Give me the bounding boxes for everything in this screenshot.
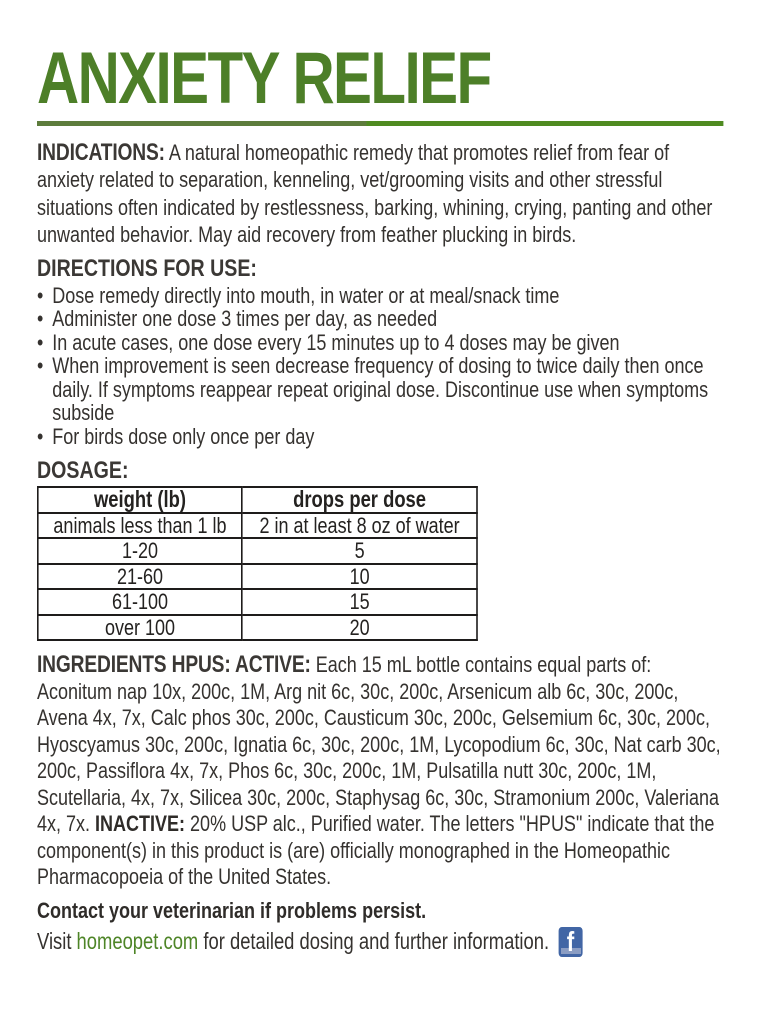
direction-item (37, 284, 723, 308)
direction-item (37, 307, 723, 331)
directions-list (37, 284, 723, 449)
indications-paragraph (37, 139, 723, 249)
direction-text: In acute cases, one dose every 15 minutes up to 4 doses may be given (52, 329, 620, 355)
homeopet-link[interactable]: homeopet.com (76, 927, 199, 954)
direction-item (37, 354, 723, 425)
direction-item (37, 425, 723, 449)
dosage-table (37, 486, 478, 641)
bullet-icon: • (37, 329, 44, 355)
bullet-icon: • (37, 353, 44, 378)
table-row (38, 513, 477, 539)
weight-cell: 1-20 (38, 538, 242, 564)
drops-cell: 10 (242, 564, 477, 590)
ingredients-inactive-text: 20% USP alc., Purified water. The letters "HPUS" indicate that the component(s) in this product is (are) officially monographed in the Homeopathic Pharmacopoeia of the United States. (37, 811, 715, 889)
weight-cell: 21-60 (38, 564, 242, 590)
direction-text: When improvement is seen decrease frequency of dosing to twice daily then once daily. If symptoms reappear repeat original dose. Discontinue use when symptoms subside (52, 353, 709, 425)
drops-cell: 20 (242, 615, 477, 641)
bullet-icon: • (37, 306, 44, 331)
dosage-heading: DOSAGE: (37, 457, 129, 484)
dosage-col-drops: drops per dose (242, 487, 477, 513)
indications-heading: INDICATIONS: (37, 138, 165, 166)
indications-text: A natural homeopathic remedy that promotes relief from fear of anxiety related to separation, kenneling, vet/grooming visits and other stressful situations often indicated by restlessness, barking, whining, crying, panting and other unwanted behavior. May aid recovery from feather plucking in birds. (37, 139, 713, 247)
directions-heading: DIRECTIONS FOR USE: (37, 254, 257, 282)
label-content (37, 0, 723, 957)
facebook-f-glyph: f (566, 926, 575, 957)
facebook-icon[interactable] (559, 927, 583, 957)
ingredients-heading: INGREDIENTS HPUS: ACTIVE: (37, 651, 311, 678)
weight-cell: over 100 (38, 615, 242, 641)
drops-cell: 2 in at least 8 oz of water (242, 513, 477, 539)
table-row (38, 589, 477, 615)
table-row (38, 615, 477, 641)
product-title: ANXIETY RELIEF (37, 38, 491, 119)
direction-text: Administer one dose 3 times per day, as needed (52, 306, 438, 331)
weight-cell: animals less than 1 lb (38, 513, 242, 539)
dosage-col-weight: weight (lb) (38, 487, 242, 513)
bullet-icon: • (37, 282, 44, 308)
visit-prefix: Visit (37, 927, 72, 954)
ingredients-paragraph (37, 652, 723, 891)
contact-veterinarian-note: Contact your veterinarian if problems persist. (37, 897, 427, 923)
table-row (38, 564, 477, 590)
direction-text: For birds dose only once per day (52, 423, 315, 449)
weight-cell: 61-100 (38, 589, 242, 615)
visit-line (37, 927, 723, 957)
direction-text: Dose remedy directly into mouth, in water or at meal/snack time (52, 282, 560, 308)
visit-suffix: for detailed dosing and further information. (203, 927, 550, 954)
drops-cell: 5 (242, 538, 477, 564)
ingredients-inactive-heading: INACTIVE: (95, 811, 186, 836)
ingredients-active-text: Each 15 mL bottle contains equal parts of: Aconitum nap 10x, 200c, 1M, Arg nit 6c, 30c, 200c, Arsenicum alb 6c, 30c, 200c, Avena 4x, 7x, Calc phos 30c, 200c, Causticum 30c, 200c, Gelsemium 6c, 30c, 200c, Hyoscyamus 30c, 200c, Ignatia 6c, 30c, 200c, 1M, Lycopodium 6c, 30c, Nat carb 30c, 200c, Passiflora 4x, 7x, Phos 6c, 30c, 200c, 1M, Pulsatilla nutt 30c, 200c, 1M, Scutellaria, 4x, 7x, Silicea 30c, 200c, Staphysag 6c, 30c, Stramonium 200c, Valeriana 4x, 7x. (37, 652, 721, 836)
title-underline-rule (37, 121, 723, 126)
dosage-header-row (38, 487, 477, 513)
table-row (38, 538, 477, 564)
direction-item (37, 331, 723, 355)
bullet-icon: • (37, 423, 44, 449)
drops-cell: 15 (242, 589, 477, 615)
